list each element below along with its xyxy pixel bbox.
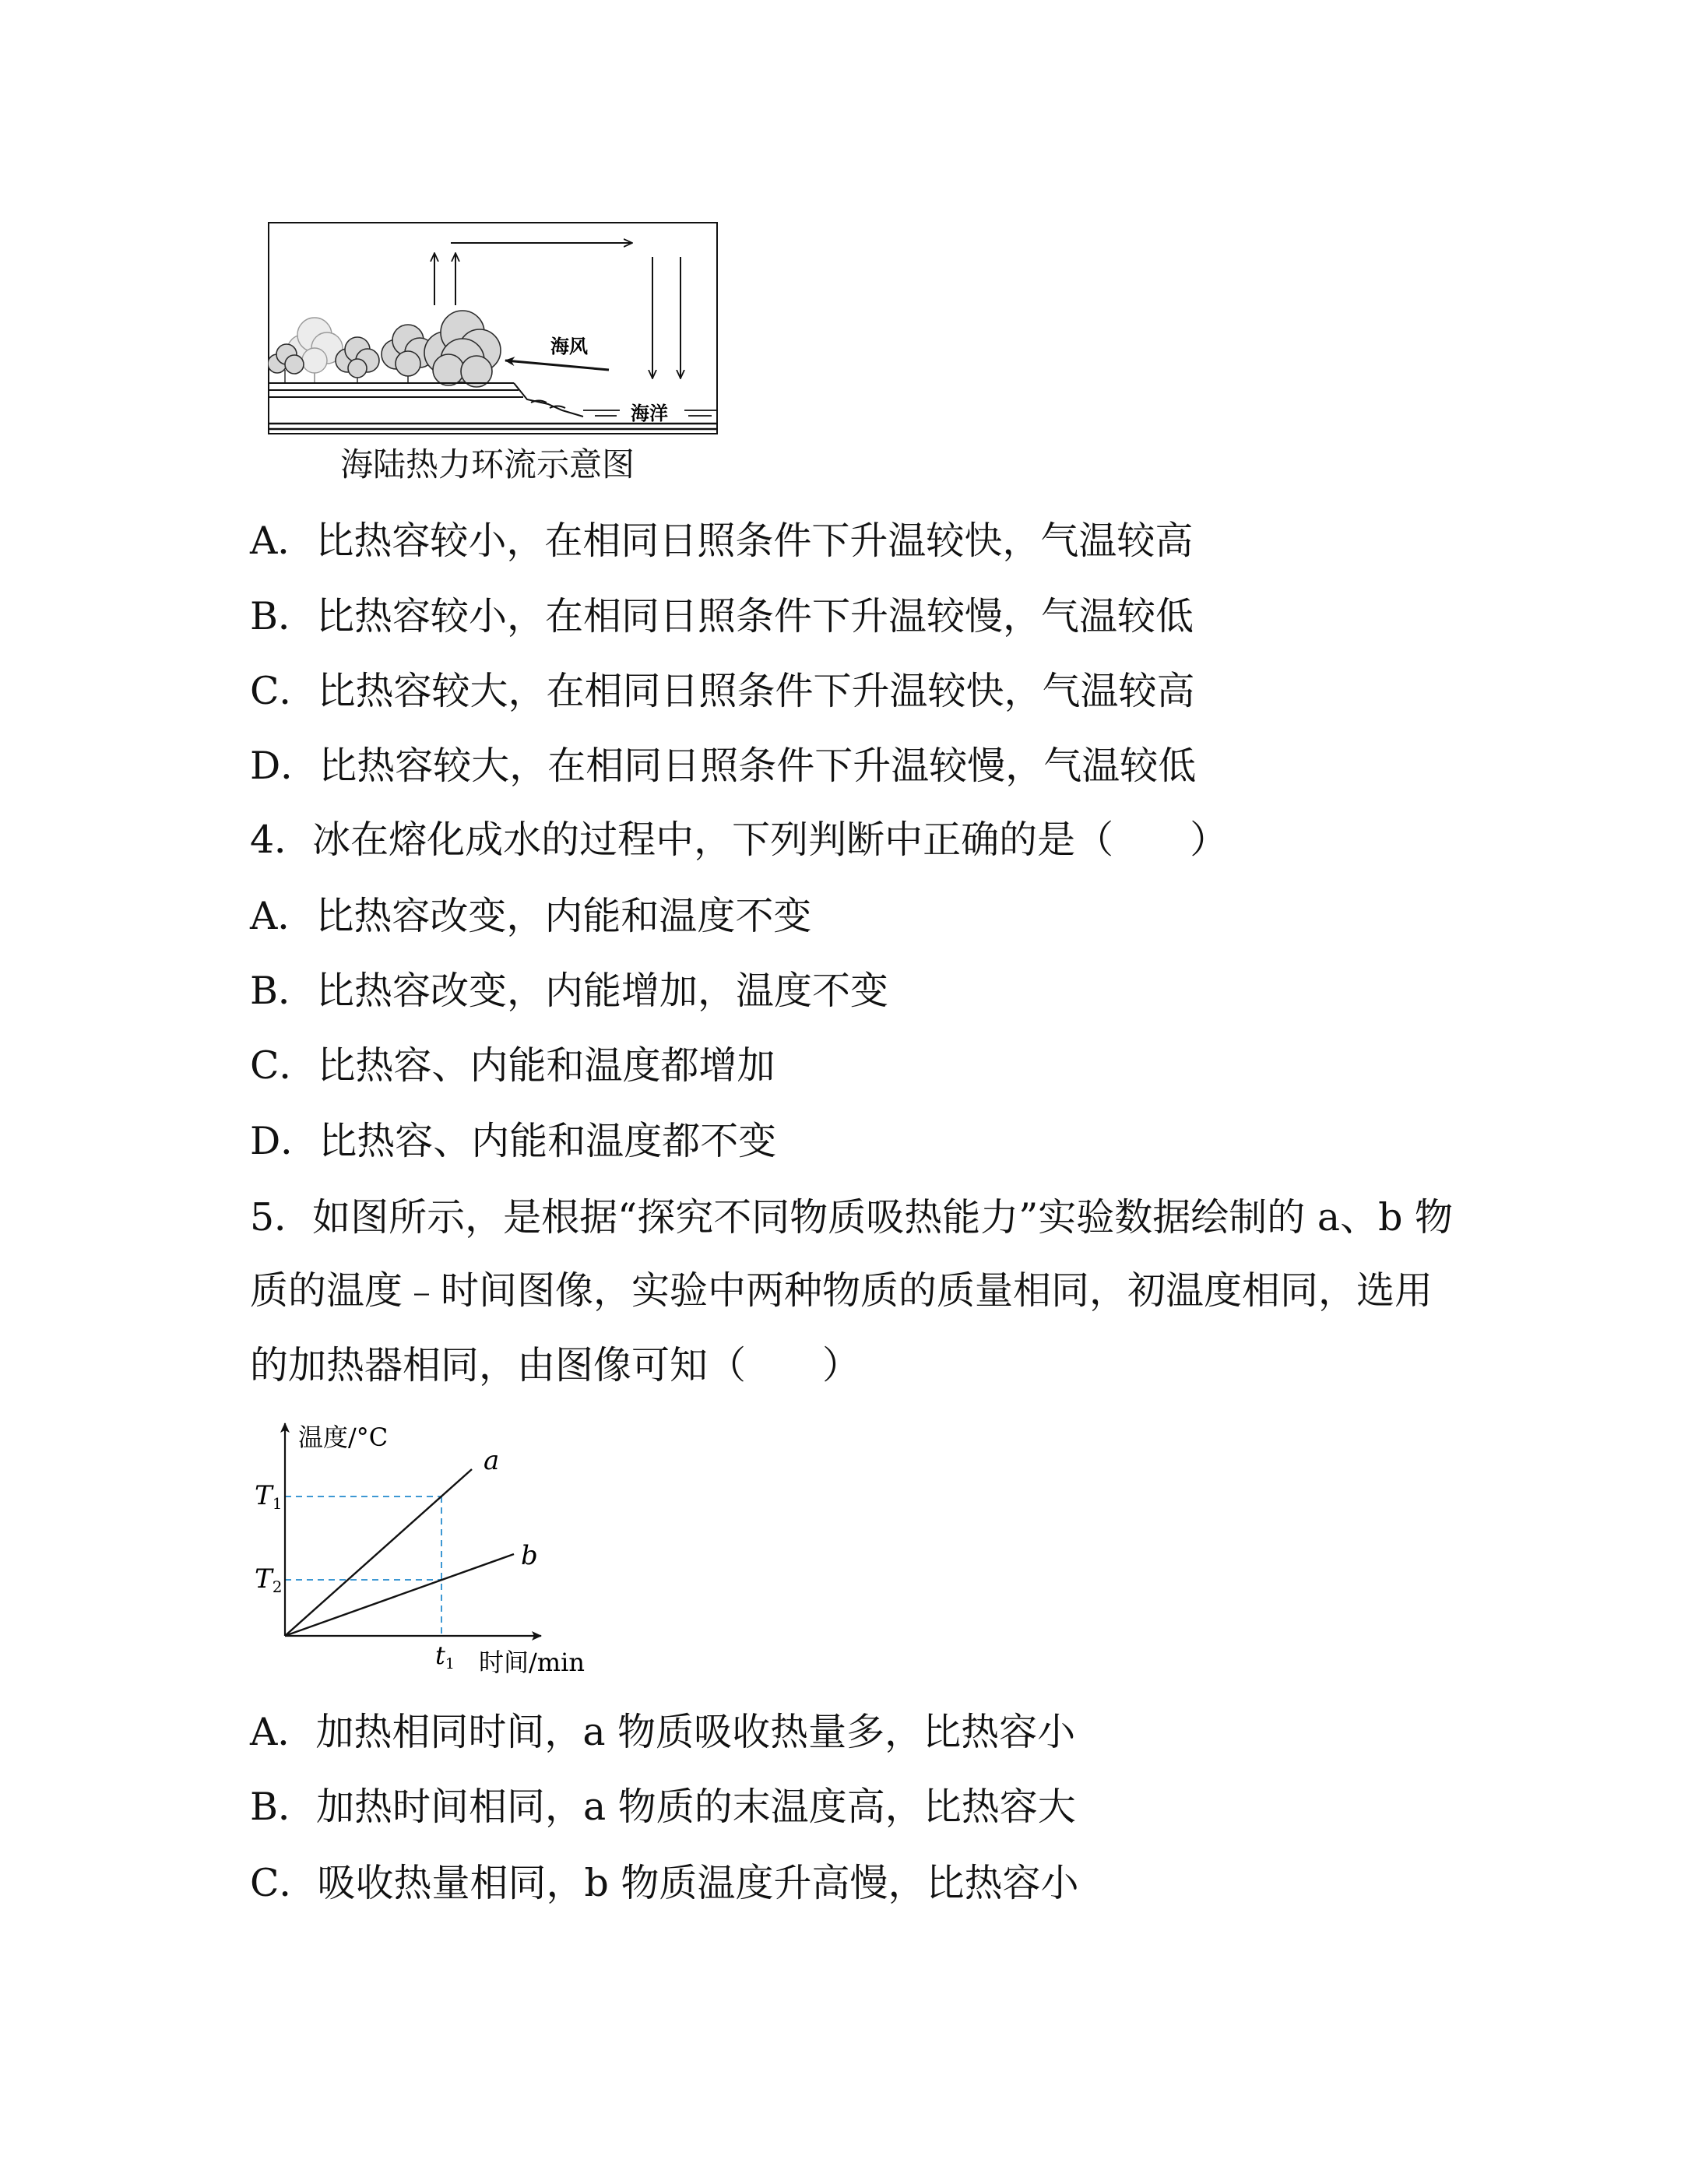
option-text: 加热相同时间，a 物质吸收热量多，比热容小 bbox=[315, 1710, 1076, 1754]
t1-temperature-label bbox=[255, 1480, 282, 1513]
option-letter: C． bbox=[250, 1861, 318, 1905]
temperature-time-graph bbox=[250, 1416, 608, 1684]
q4-stem: 4．冰在熔化成水的过程中，下列判断中正确的是（ ） bbox=[250, 818, 1229, 862]
t1-symbol: T bbox=[255, 1480, 273, 1511]
time-t1-label bbox=[435, 1641, 455, 1672]
option-text: 比热容改变，内能和温度不变 bbox=[315, 894, 812, 938]
option-text: 比热容较小，在相同日照条件下升温较快，气温较高 bbox=[315, 519, 1194, 563]
option-letter: C． bbox=[250, 1043, 318, 1088]
q4-option-d bbox=[250, 1118, 776, 1165]
t1-subscript: 1 bbox=[272, 1494, 283, 1513]
option-letter: A． bbox=[250, 1710, 316, 1754]
q4-option-b bbox=[250, 968, 888, 1015]
t2-symbol: T bbox=[255, 1563, 273, 1595]
time-t1-symbol: t bbox=[435, 1641, 445, 1670]
q5-option-b bbox=[250, 1784, 1076, 1831]
q3-option-c bbox=[250, 668, 1195, 715]
q4-option-a bbox=[250, 893, 811, 940]
option-text: 比热容较大，在相同日照条件下升温较快，气温较高 bbox=[317, 669, 1195, 713]
q5-option-c bbox=[250, 1860, 1078, 1907]
option-text: 比热容较大，在相同日照条件下升温较慢，气温较低 bbox=[318, 744, 1197, 788]
ocean-label: 海洋 bbox=[631, 403, 668, 424]
option-text: 比热容较小，在相同日照条件下升温较慢，气温较低 bbox=[316, 594, 1194, 638]
q5-stem-line: 5．如图所示，是根据“探究不同物质吸热能力”实验数据绘制的 a、b 物 bbox=[250, 1195, 1454, 1240]
option-text: 加热时间相同，a 物质的末温度高，比热容大 bbox=[316, 1785, 1076, 1829]
t2-subscript: 2 bbox=[272, 1577, 283, 1596]
x-axis-label: 时间/min bbox=[479, 1648, 585, 1677]
sea-breeze-label: 海风 bbox=[550, 336, 588, 357]
y-axis-label: 温度/°C bbox=[298, 1423, 389, 1452]
option-text: 比热容、内能和温度都不变 bbox=[318, 1119, 777, 1163]
q4-option-c bbox=[250, 1043, 775, 1089]
option-letter: A． bbox=[250, 894, 316, 938]
option-letter: B． bbox=[250, 594, 317, 638]
option-letter: B． bbox=[250, 969, 317, 1013]
line-a-label: a bbox=[484, 1445, 500, 1476]
option-text: 吸收热量相同，b 物质温度升高慢，比热容小 bbox=[317, 1861, 1079, 1905]
figure-caption: 海陆热力环流示意图 bbox=[339, 445, 635, 484]
option-letter: C． bbox=[250, 669, 318, 713]
option-letter: A． bbox=[250, 519, 316, 563]
q3-option-d bbox=[250, 743, 1196, 790]
option-text: 比热容、内能和温度都增加 bbox=[317, 1043, 775, 1088]
line-b bbox=[285, 1554, 514, 1636]
q5-option-a bbox=[250, 1709, 1075, 1756]
q3-option-a bbox=[250, 518, 1193, 564]
line-a bbox=[285, 1469, 472, 1636]
t2-temperature-label bbox=[255, 1563, 282, 1596]
q3-option-b bbox=[250, 593, 1194, 640]
sea-land-circulation-diagram bbox=[268, 222, 718, 434]
time-t1-subscript: 1 bbox=[445, 1655, 455, 1672]
option-letter: D． bbox=[250, 744, 319, 788]
q5-stem-line: 质的温度﹣时间图像，实验中两种物质的质量相同，初温度相同，选用 bbox=[250, 1268, 1433, 1313]
q5-stem-line: 的加热器相同，由图像可知（ ） bbox=[250, 1343, 861, 1387]
option-text: 比热容改变，内能增加，温度不变 bbox=[316, 969, 889, 1013]
option-letter: D． bbox=[250, 1119, 319, 1163]
option-letter: B． bbox=[250, 1785, 317, 1829]
line-b-label: b bbox=[521, 1540, 538, 1571]
